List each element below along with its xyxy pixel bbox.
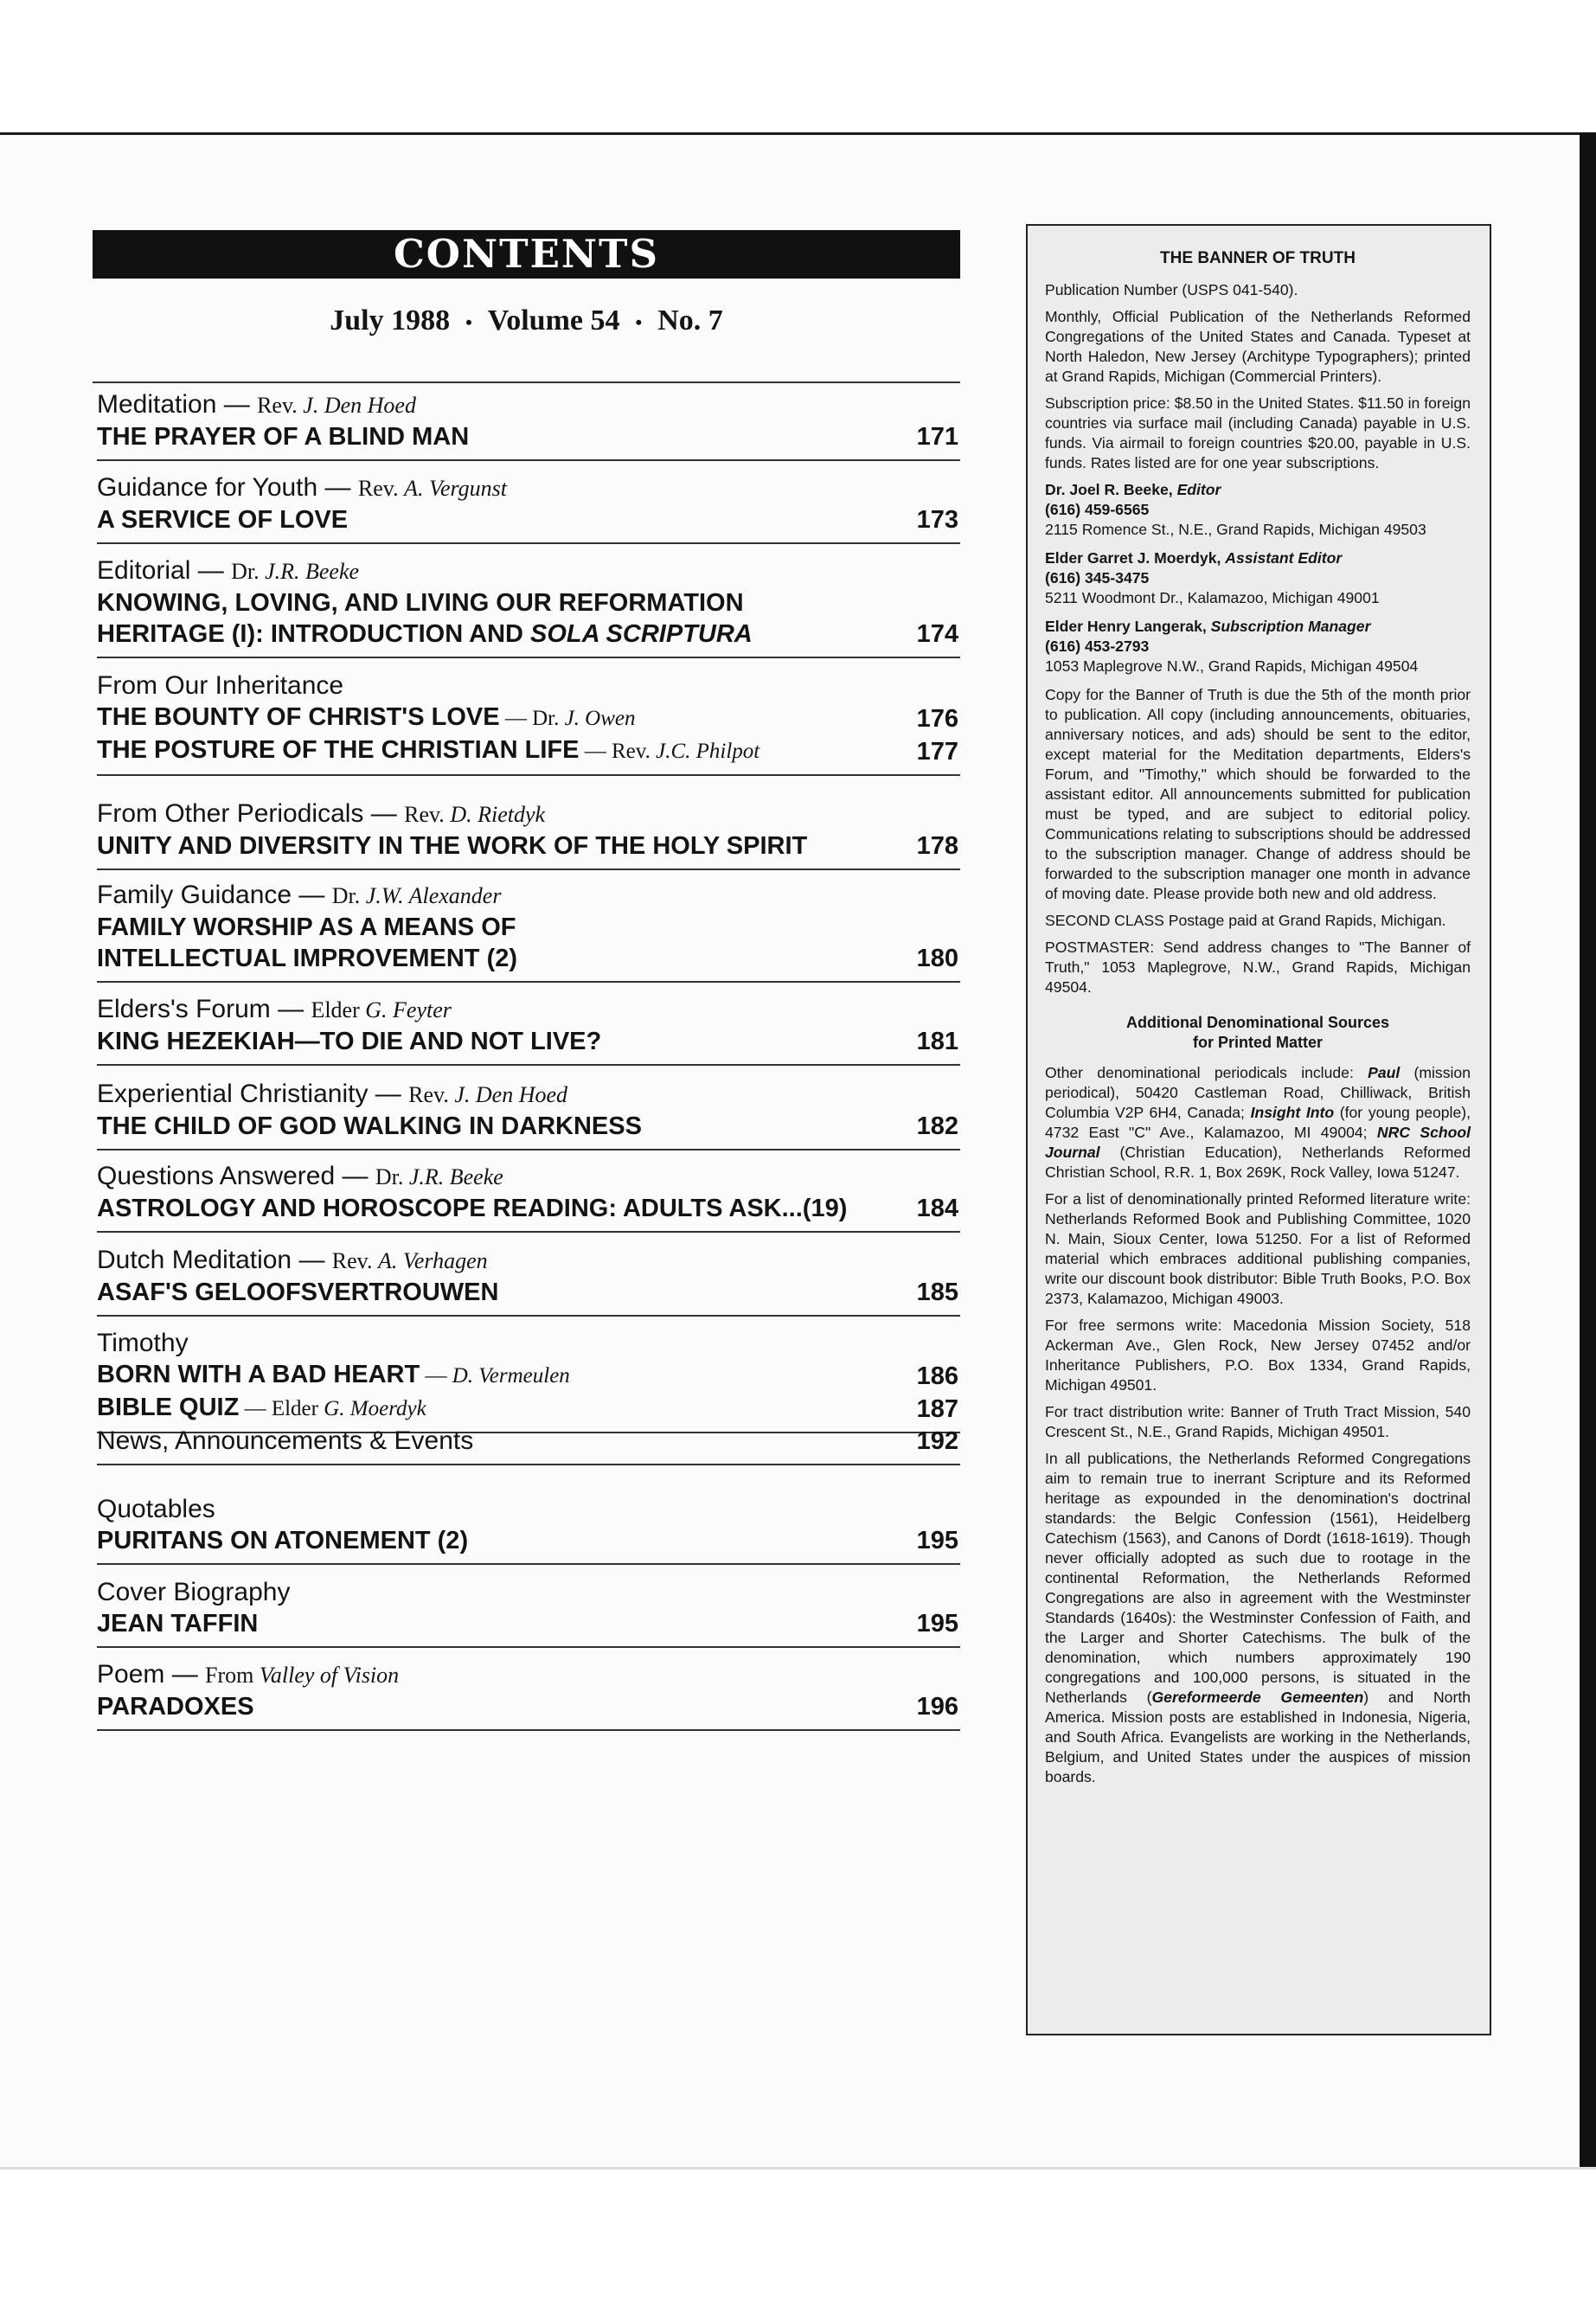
- dash: —: [270, 995, 311, 1023]
- page-number: 181: [916, 1028, 958, 1055]
- contents-heading: CONTENTS: [93, 230, 960, 279]
- author-name: J.W. Alexander: [365, 883, 502, 908]
- sources-text: Other denominational periodicals include:: [1045, 1064, 1368, 1081]
- page-edge-shadow: [1580, 132, 1596, 2167]
- toc-section: [97, 880, 960, 912]
- page-number: 182: [916, 1112, 958, 1140]
- section-author: [375, 1164, 503, 1189]
- toc-title-line: [97, 1111, 960, 1142]
- assistant-editor-name: Elder Garret J. Moerdyk,: [1045, 549, 1226, 567]
- article-title: [97, 1277, 498, 1308]
- title-text: HERITAGE (I): INTRODUCTION AND: [97, 620, 531, 648]
- issue-number: No. 7: [657, 304, 723, 336]
- article-title: [97, 912, 516, 943]
- title-text: KING HEZEKIAH—TO DIE AND NOT LIVE?: [97, 1028, 602, 1055]
- article-title: [97, 1691, 254, 1722]
- toc-entry: [97, 389, 960, 461]
- author-prefix: Rev.: [357, 476, 405, 501]
- toc-section: [97, 670, 960, 702]
- page-number: 174: [916, 620, 958, 648]
- author-name: G. Moerdyk: [324, 1397, 426, 1420]
- toc-title-line: [97, 587, 960, 619]
- author-prefix: Rev.: [408, 1082, 455, 1107]
- article-title: [97, 734, 760, 767]
- toc-section: [97, 1161, 960, 1193]
- toc-entry: [97, 994, 960, 1066]
- author-prefix: Dr.: [231, 559, 266, 584]
- dash: —: [164, 1660, 206, 1689]
- dash: —: [579, 740, 612, 763]
- section-name: Elders's Forum: [97, 995, 271, 1023]
- section-name: Timothy: [97, 1329, 189, 1357]
- author-name: A. Verhagen: [378, 1248, 488, 1273]
- assistant-editor-phone: (616) 345-3475: [1045, 569, 1150, 586]
- editor-contact: [1045, 480, 1471, 540]
- assistant-editor-contact: [1045, 548, 1471, 608]
- sources-literature: For a list of denominationally printed Reformed literature write: Netherlands Reformed Book and Publishing Committee, 1020 N. Main, Sioux Center, Iowa 51250. For a list of Reformed material which embraces additional publishing companies, write our discount book distributor: Bible Truth Books, P.O. Box 2373, Kalamazoo, Michigan 49003.: [1045, 1190, 1471, 1307]
- page-number: 171: [916, 423, 958, 451]
- author-name: J. Den Hoed: [303, 393, 416, 418]
- article-title: [97, 702, 635, 734]
- dash: —: [368, 1080, 409, 1108]
- section-name: Cover Biography: [97, 1578, 291, 1606]
- sources-doctrine: [1045, 1449, 1471, 1787]
- dash: —: [317, 473, 358, 502]
- author-name: D. Rietdyk: [450, 802, 546, 827]
- title-text: ASTROLOGY AND HOROSCOPE READING: ADULTS ASK...(19): [97, 1195, 848, 1222]
- section-name: From Other Periodicals: [97, 799, 364, 828]
- page-number: 186: [916, 1362, 958, 1390]
- toc-entry: [97, 670, 960, 776]
- section-name: Dutch Meditation: [97, 1246, 292, 1274]
- toc-entry: [97, 880, 960, 983]
- toc-title-line: [97, 1691, 960, 1722]
- section-name: From Our Inheritance: [97, 671, 344, 700]
- subscription-price: Subscription price: $8.50 in the United States. $11.50 in foreign countries via surface mail (including Canada) payable in U.S. funds. Via airmail to foreign countries $20.00, payable in U.S. funds. Rates listed are for one year subscriptions.: [1045, 394, 1471, 471]
- sources-tracts: For tract distribution write: Banner of Truth Tract Mission, 540 Crescent St., N.E., Grand Rapids, Michigan 49501.: [1045, 1403, 1471, 1440]
- toc-section: [97, 1079, 960, 1111]
- author-name: J.R. Beeke: [408, 1164, 503, 1189]
- author-prefix: Dr.: [331, 883, 366, 908]
- section-name: Editorial: [97, 556, 191, 585]
- author-name: G. Feyter: [365, 997, 452, 1022]
- periodical-name: NRC School Journal: [1045, 1124, 1471, 1161]
- toc-section: [97, 1659, 960, 1691]
- section-name: Family Guidance: [97, 881, 292, 909]
- section-author: [404, 802, 545, 827]
- toc-section: [97, 1494, 960, 1525]
- toc-entry: [97, 555, 960, 658]
- title-text: THE BOUNTY OF CHRIST'S LOVE: [97, 703, 500, 731]
- dash: —: [292, 881, 332, 909]
- section-name: Quotables: [97, 1495, 215, 1523]
- page-number: 196: [916, 1693, 958, 1721]
- article-title: [97, 1111, 642, 1142]
- toc-title-line: [97, 504, 960, 535]
- page-number: 178: [916, 832, 958, 860]
- bullet-separator: •: [465, 311, 472, 334]
- sources-text: In all publications, the Netherlands Reformed Congregations aim to remain true to inerrant Scripture and its Reformed heritage as expounded in the denomination's doctrinal standards: the Belgic Confession (1561), Heidelberg Catechism (1563), and Canons of Dordt (1618-1619). Though never officially adopted as such due to rootage in the continental Reformation, the Netherlands Reformed Congregations are also in agreement with the Westminster Standards (1640s): the Westminster Confession of Faith, and the Larger and Shorter Catechisms. The bulk of the denomination, which numbers approximately 190 congregations and 100,000 persons, is situated in the Netherlands (: [1045, 1450, 1471, 1706]
- article-title: [97, 1608, 258, 1639]
- section-name: Experiential Christianity: [97, 1080, 369, 1108]
- dash: —: [499, 707, 533, 730]
- author-name: D. Vermeulen: [452, 1364, 570, 1388]
- toc-title-line: [97, 1277, 960, 1308]
- copy-policy: Copy for the Banner of Truth is due the 5th of the month prior to publication. All copy (including announcements, obituaries, anniversary notices, and ads) should be sent to the editor, except material for the Meditation departments, Elders's Forum, and "Timothy," which should be forwarded to the assistant editor. All announcements submitted for publication must be typed, and are subject to editorial policy. Communications relating to subscriptions should be addressed to the subscription manager. Change of address should be forwarded to the subscription manager one month in advance of moving date. Please provide both new and old address.: [1045, 686, 1471, 902]
- title-text: BORN WITH A BAD HEART: [97, 1361, 420, 1388]
- title-text: BIBLE QUIZ: [97, 1394, 240, 1421]
- sources-heading-line-2: for Printed Matter: [1192, 1034, 1323, 1051]
- issue-line: [93, 304, 960, 337]
- publication-description: Monthly, Official Publication of the Netherlands Reformed Congregations of the United States and Canada. Typeset at North Haledon, New Jersey (Architype Typographers); printed at Grand Rapids, Michigan (Commercial Printers).: [1045, 308, 1471, 385]
- postmaster-note: POSTMASTER: Send address changes to "The Banner of Truth," 1053 Maplegrove, N.W., Grand Rapids, Michigan 49504.: [1045, 939, 1471, 996]
- toc-section: [97, 1245, 960, 1277]
- title-text: A SERVICE OF LOVE: [97, 506, 349, 534]
- editor-name: Dr. Joel R. Beeke,: [1045, 481, 1177, 498]
- author-name: Valley of Vision: [259, 1663, 400, 1688]
- author-prefix: Rev.: [611, 740, 657, 763]
- article-title: [97, 587, 744, 619]
- editor-address: 2115 Romence St., N.E., Grand Rapids, Michigan 49503: [1045, 521, 1426, 538]
- assistant-editor-role: Assistant Editor: [1225, 549, 1343, 567]
- subscription-manager-phone: (616) 453-2793: [1045, 638, 1150, 655]
- toc-section: [97, 1328, 960, 1359]
- title-text: PARADOXES: [97, 1693, 254, 1721]
- author-prefix: Rev.: [257, 393, 304, 418]
- dash: —: [216, 390, 258, 419]
- page-number: 184: [916, 1195, 958, 1222]
- page-number: 177: [916, 738, 958, 766]
- sources-text: ) and North America. Mission posts are established in Indonesia, Nigeria, and South Africa. Evangelists are working in the Netherlands, Belgium, and United States under the auspices of mission boards.: [1045, 1689, 1471, 1785]
- issue-volume: Volume 54: [487, 304, 620, 336]
- author-name: A. Vergunst: [404, 476, 508, 501]
- bullet-separator: •: [635, 311, 643, 334]
- masthead-box: [1026, 224, 1491, 2035]
- author-name: J.R. Beeke: [265, 559, 360, 584]
- toc-entry: [97, 1079, 960, 1150]
- author-name: J. Owen: [564, 707, 636, 730]
- toc-title-line: [97, 912, 960, 943]
- title-text: KNOWING, LOVING, AND LIVING OUR REFORMATION: [97, 589, 744, 617]
- page-number: 195: [916, 1527, 958, 1554]
- page-bottom-edge: [0, 2167, 1596, 2170]
- dash: —: [292, 1246, 332, 1274]
- toc-section: [97, 1577, 960, 1608]
- article-title: [97, 504, 348, 535]
- section-author: [332, 883, 502, 908]
- author-prefix: Elder: [271, 1397, 324, 1420]
- toc-title-line: [97, 1359, 960, 1392]
- toc-title-line: [97, 1525, 960, 1556]
- author-prefix: Elder: [311, 997, 366, 1022]
- toc-title-line: [97, 1392, 960, 1425]
- sources-text: (mission periodical), 50420 Castleman Road, Chilliwack, British Columbia V2P 6H4, Canada;: [1045, 1064, 1471, 1121]
- page-number: 185: [916, 1279, 958, 1306]
- section-author: [311, 997, 451, 1022]
- publication-number: Publication Number (USPS 041-540).: [1045, 281, 1298, 298]
- issue-date: July 1988: [330, 304, 451, 336]
- page-number: 176: [916, 705, 958, 733]
- page-number: 180: [916, 945, 958, 972]
- toc-entry: [97, 1328, 960, 1433]
- author-prefix: Dr.: [532, 707, 565, 730]
- editor-phone: (616) 459-6565: [1045, 501, 1150, 518]
- section-name: Poem: [97, 1660, 165, 1689]
- article-title: [97, 1392, 426, 1425]
- article-title: [97, 943, 517, 974]
- page-number: 173: [916, 506, 958, 534]
- toc-entry: [97, 1659, 960, 1731]
- periodical-name: Insight Into: [1250, 1104, 1335, 1121]
- author-prefix: From: [205, 1663, 260, 1688]
- author-prefix: Rev.: [331, 1248, 378, 1273]
- subscription-manager-contact: [1045, 617, 1471, 676]
- toc-title-line: [97, 702, 960, 734]
- dash: —: [335, 1162, 375, 1190]
- article-title: [97, 1525, 468, 1556]
- toc-entry: [97, 1245, 960, 1317]
- article-title: [97, 1193, 847, 1224]
- assistant-editor-address: 5211 Woodmont Dr., Kalamazoo, Michigan 49001: [1045, 589, 1380, 606]
- page-number: 192: [916, 1427, 958, 1455]
- toc-title-line: [97, 943, 960, 974]
- section-name: Meditation: [97, 390, 217, 419]
- toc-section: [97, 555, 960, 587]
- section-name: News, Announcements & Events: [97, 1426, 474, 1455]
- title-text: THE PRAYER OF A BLIND MAN: [97, 423, 470, 451]
- subscription-manager-role: Subscription Manager: [1210, 618, 1371, 635]
- author-prefix: Rev.: [404, 802, 451, 827]
- title-text: FAMILY WORSHIP AS A MEANS OF: [97, 913, 516, 941]
- title-text: ASAF'S GELOOFSVERTROUWEN: [97, 1279, 499, 1306]
- title-text: INTELLECTUAL IMPROVEMENT (2): [97, 945, 518, 972]
- section-name: Questions Answered: [97, 1162, 336, 1190]
- author-name: J.C. Philpot: [656, 740, 760, 763]
- toc-title-line: [97, 830, 960, 862]
- article-title: [97, 421, 469, 452]
- periodical-name: Paul: [1368, 1064, 1401, 1081]
- editor-role: Editor: [1176, 481, 1221, 498]
- masthead-heading: THE BANNER OF TRUTH: [1160, 249, 1356, 267]
- article-title: [97, 1026, 601, 1057]
- toc-title-line: [97, 1193, 960, 1224]
- toc-section: [97, 472, 960, 504]
- sources-text: (for young people), 4732 East "C" Ave., Kalamazoo, MI 49004;: [1045, 1104, 1471, 1141]
- subscription-manager-address: 1053 Maplegrove N.W., Grand Rapids, Michigan 49504: [1045, 657, 1419, 675]
- toc-title-line: [97, 734, 960, 767]
- section-author: [358, 476, 507, 501]
- section-author: [231, 559, 359, 584]
- toc-title-line: [97, 1608, 960, 1639]
- title-author: [239, 1397, 426, 1420]
- title-text: THE CHILD OF GOD WALKING IN DARKNESS: [97, 1112, 642, 1140]
- section-name: Guidance for Youth: [97, 473, 318, 502]
- toc-title-line: [97, 619, 960, 650]
- toc-entry: [97, 472, 960, 544]
- section-author: [257, 393, 416, 418]
- author-name: J. Den Hoed: [454, 1082, 568, 1107]
- sources-heading-line-1: Additional Denominational Sources: [1125, 1014, 1390, 1031]
- dash: —: [420, 1364, 452, 1388]
- title-author: [579, 740, 760, 763]
- article-title: [97, 1359, 570, 1392]
- sources-periodicals: [1045, 1063, 1471, 1183]
- title-text: UNITY AND DIVERSITY IN THE WORK OF THE HOLY SPIRIT: [97, 832, 808, 860]
- toc-entry: [97, 1577, 960, 1648]
- dash: —: [239, 1397, 272, 1420]
- title-italic: SOLA SCRIPTURA: [530, 620, 753, 648]
- sources-text: (Christian Education), Netherlands Reformed Christian School, R.R. 1, Box 269K, Rock Valley, Iowa 51247.: [1045, 1144, 1471, 1181]
- toc-title-line: [97, 421, 960, 452]
- dash: —: [363, 799, 405, 828]
- toc-section: [97, 1426, 960, 1457]
- page-number: 187: [916, 1395, 958, 1423]
- toc-title-line: [97, 1026, 960, 1057]
- sources-heading: [1045, 1013, 1471, 1053]
- second-class-postage: SECOND CLASS Postage paid at Grand Rapids, Michigan.: [1045, 912, 1446, 929]
- title-author: [500, 707, 636, 730]
- section-author: [332, 1248, 488, 1273]
- dash: —: [190, 556, 232, 585]
- denomination-name: Gereformeerde Gemeenten: [1151, 1689, 1364, 1706]
- title-author: [420, 1364, 570, 1388]
- section-author: [205, 1663, 399, 1688]
- title-text: PURITANS ON ATONEMENT (2): [97, 1527, 469, 1554]
- article-title: [97, 830, 807, 862]
- toc-entry: [97, 1161, 960, 1233]
- section-author: [408, 1082, 567, 1107]
- toc-entry: [97, 798, 960, 870]
- title-text: THE POSTURE OF THE CHRISTIAN LIFE: [97, 736, 580, 764]
- title-text: JEAN TAFFIN: [97, 1610, 259, 1638]
- page-number: 195: [916, 1610, 958, 1638]
- article-title: [97, 619, 753, 650]
- author-prefix: Dr.: [375, 1164, 409, 1189]
- contents-top-rule: [93, 381, 960, 383]
- toc-entry: [97, 1494, 960, 1565]
- toc-entry: [97, 1426, 960, 1465]
- subscription-manager-name: Elder Henry Langerak,: [1045, 618, 1211, 635]
- toc-section: [97, 994, 960, 1026]
- toc-section: [97, 798, 960, 830]
- toc-section: [97, 389, 960, 421]
- sources-sermons: For free sermons write: Macedonia Mission Society, 518 Ackerman Ave., Glen Rock, New Jersey 07452 and/or Inheritance Publishers, P.O. Box 1334, Grand Rapids, Michigan 49501.: [1045, 1317, 1471, 1394]
